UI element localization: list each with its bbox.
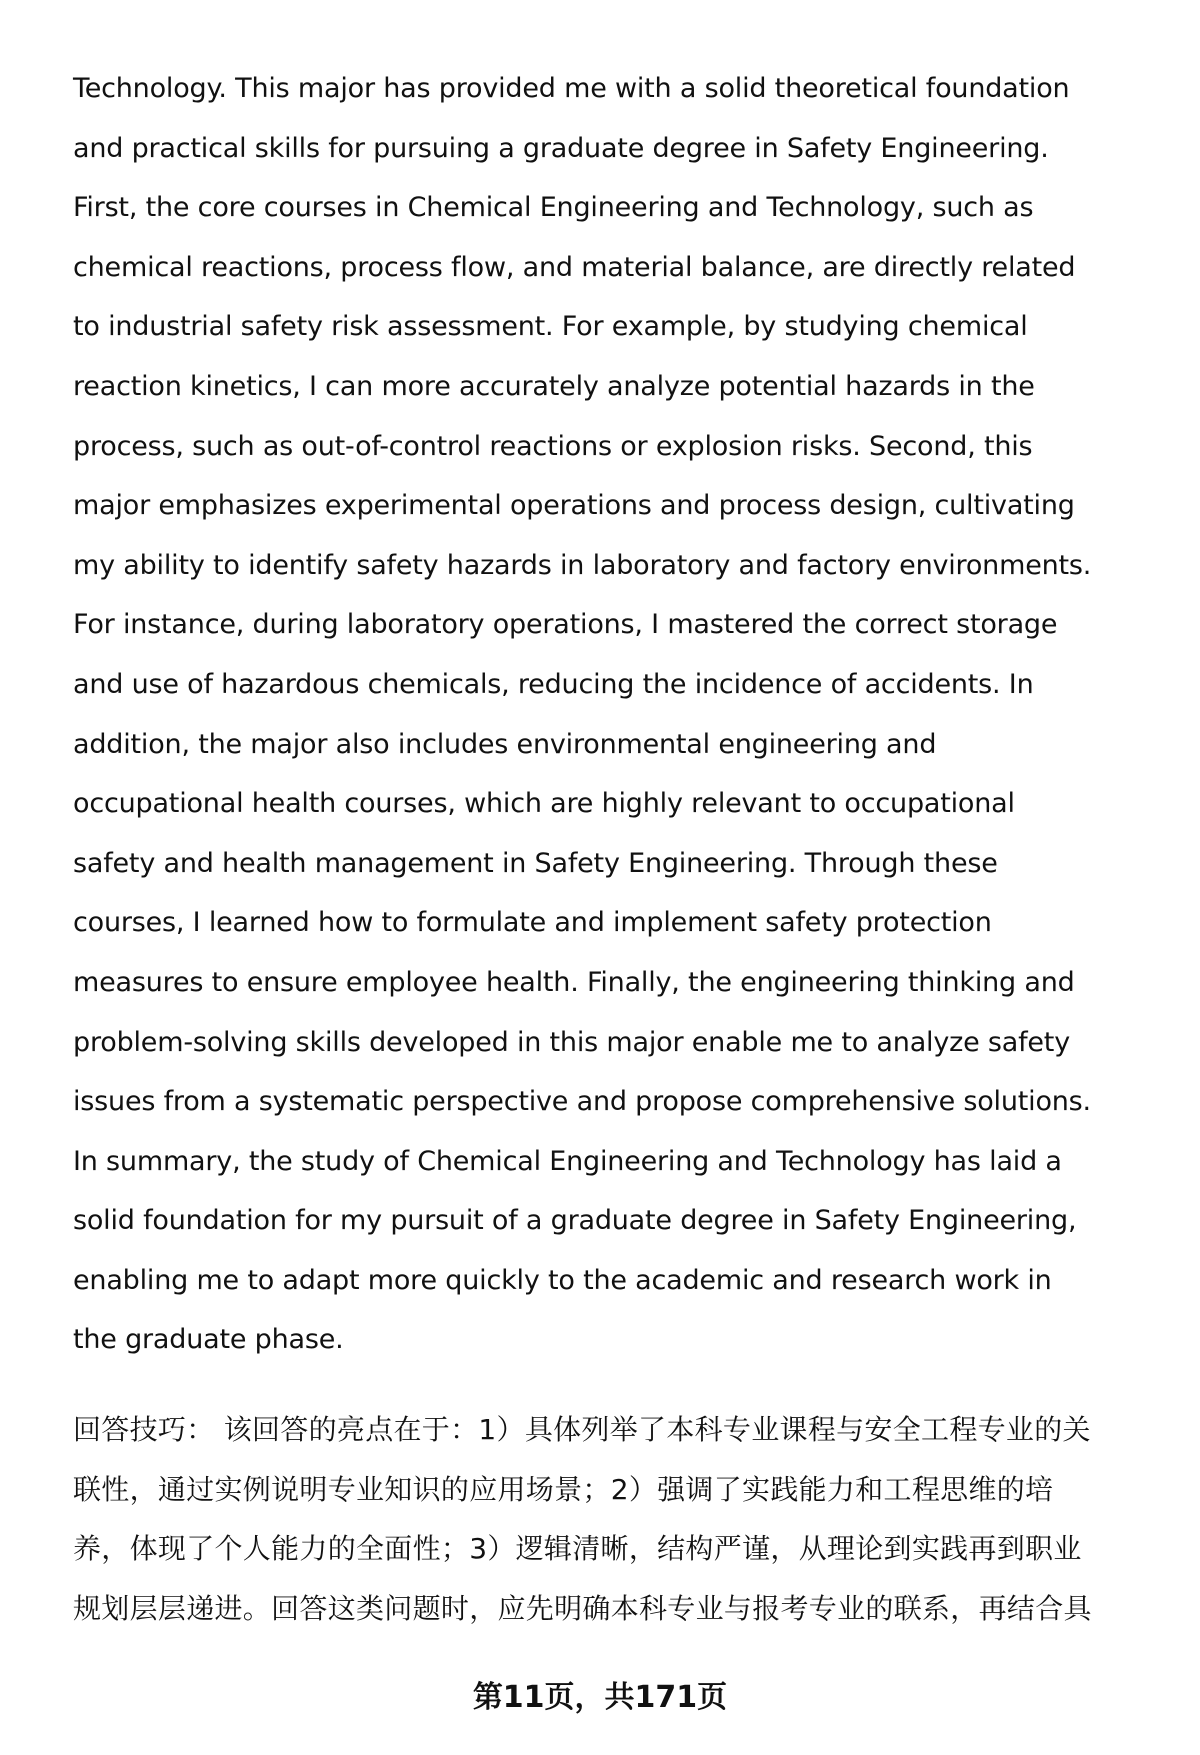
text-line: major emphasizes experimental operations and process design, cultivating: [73, 490, 1075, 522]
page-number: 第11页，共171页: [472, 1680, 728, 1715]
text-line: reaction kinetics, I can more accurately analyze potential hazards in the: [73, 370, 1035, 402]
text-line: occupational health courses, which are highly relevant to occupational: [73, 788, 1015, 820]
text-line: For instance, during laboratory operations, I mastered the correct storage: [73, 609, 1058, 641]
text-line: addition, the major also includes environmental engineering and: [73, 728, 937, 760]
text-line: issues from a systematic perspective and propose comprehensive solutions.: [73, 1086, 1091, 1118]
text-line: safety and health management in Safety Engineering. Through these: [73, 847, 998, 879]
text-line: solid foundation for my pursuit of a graduate degree in Safety Engineering,: [73, 1205, 1077, 1237]
text-line: 回答技巧： 该回答的亮点在于：1）具体列举了本科专业课程与安全工程专业的关: [73, 1413, 1091, 1446]
text-line: courses, I learned how to formulate and implement safety protection: [73, 907, 992, 939]
text-line: Technology. This major has provided me with a solid theoretical foundation: [73, 73, 1070, 104]
text-line: First, the core courses in Chemical Engineering and Technology, such as: [73, 192, 1034, 224]
text-line: In summary, the study of Chemical Engineering and Technology has laid a: [73, 1145, 1062, 1177]
text-line: enabling me to adapt more quickly to the academic and research work in: [73, 1264, 1052, 1296]
text-line: 养，体现了个人能力的全面性；3）逻辑清晰，结构严谨，从理论到实践再到职业: [73, 1532, 1082, 1566]
text-line: the graduate phase.: [73, 1324, 344, 1356]
text-line: and use of hazardous chemicals, reducing the incidence of accidents. In: [73, 668, 1034, 700]
text-line: process, such as out-of-control reactions or explosion risks. Second, this: [73, 430, 1033, 462]
text-line: to industrial safety risk assessment. For example, by studying chemical: [73, 311, 1028, 343]
text-line: chemical reactions, process flow, and material balance, are directly related: [73, 251, 1076, 283]
text-line: my ability to identify safety hazards in laboratory and factory environments.: [73, 549, 1092, 581]
answer-paragraph: [73, 59, 1163, 1370]
text-line: problem-solving skills developed in this major enable me to analyze safety: [73, 1026, 1070, 1058]
tips-paragraph: [73, 1400, 1163, 1638]
text-line: 规划层层递进。回答这类问题时，应先明确本科专业与报考专业的联系，再结合具: [73, 1591, 1092, 1625]
text-line: and practical skills for pursuing a graduate degree in Safety Engineering.: [73, 132, 1049, 164]
text-line: measures to ensure employee health. Finally, the engineering thinking and: [73, 966, 1075, 998]
text-line: 联性，通过实例说明专业知识的应用场景；2）强调了实践能力和工程思维的培: [73, 1472, 1054, 1506]
